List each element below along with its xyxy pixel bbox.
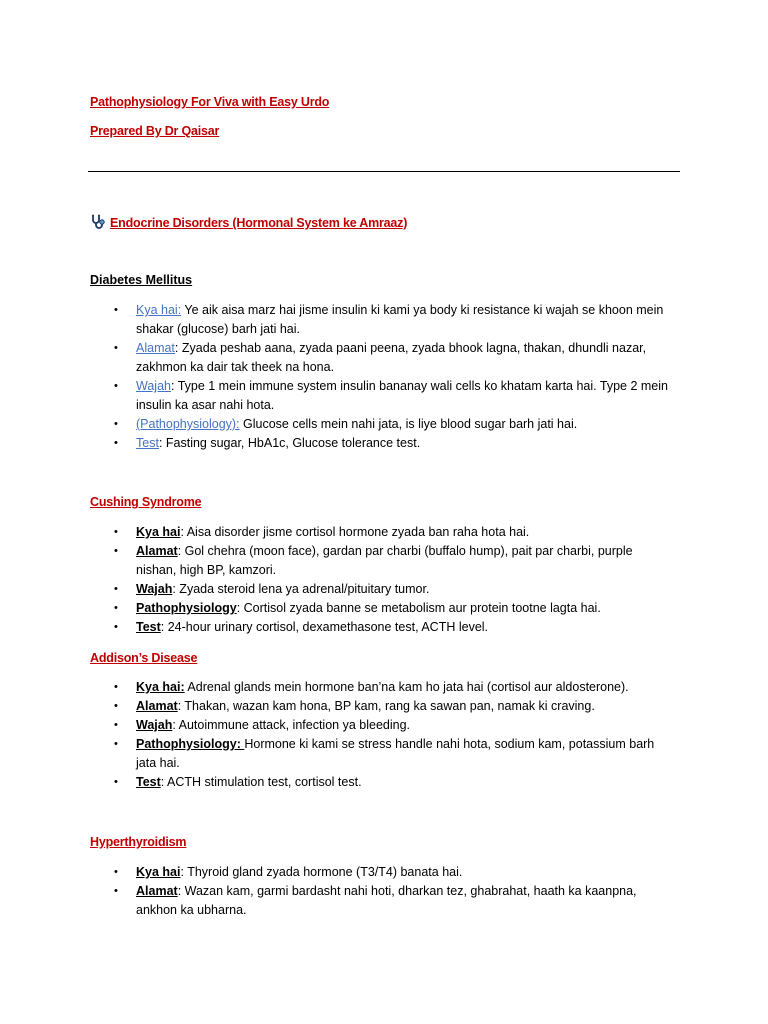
item-text-continued: ankhon ka ubharna. xyxy=(136,903,247,917)
item-label: Wajah xyxy=(136,718,173,732)
section-title-addison: Addison’s Disease xyxy=(90,651,198,665)
diabetes-list xyxy=(114,301,674,453)
list-item xyxy=(114,697,674,716)
list-item xyxy=(114,716,674,735)
item-text: Hormone ki kami se stress handle nahi hota, sodium kam, potassium barh xyxy=(244,737,655,751)
document-author: Prepared By Dr Qaisar xyxy=(90,124,220,138)
item-label: Kya hai: xyxy=(136,680,185,694)
item-label: Pathophysiology: xyxy=(136,737,245,751)
bullet-icon: • xyxy=(114,342,118,354)
item-text-continued: jata hai. xyxy=(136,756,180,770)
item-label: Kya hai xyxy=(136,865,181,879)
list-item xyxy=(114,301,674,339)
list-item xyxy=(114,523,674,542)
document-title: Pathophysiology For Viva with Easy Urdo xyxy=(90,95,330,109)
horizontal-rule xyxy=(88,171,680,172)
item-text: : Cortisol zyada banne se metabolism aur protein tootne lagta hai. xyxy=(236,601,601,615)
list-item xyxy=(114,377,674,415)
item-text: Ye aik aisa marz hai jisme insulin ki kami ya body ki resistance ki wajah se khoon mein xyxy=(181,303,664,317)
item-label: Alamat xyxy=(136,884,178,898)
bullet-icon: • xyxy=(114,866,118,878)
item-text: Glucose cells mein nahi jata, is liye blood sugar barh jati hai. xyxy=(239,417,578,431)
item-text-continued: insulin ka asar nahi hota. xyxy=(136,398,275,412)
list-item xyxy=(114,339,674,377)
list-item xyxy=(114,618,674,637)
bullet-icon: • xyxy=(114,437,118,449)
section-title-cushing: Cushing Syndrome xyxy=(90,495,202,509)
list-item xyxy=(114,735,674,773)
list-item xyxy=(114,415,674,434)
list-item xyxy=(114,542,674,580)
item-label: Alamat xyxy=(136,699,178,713)
bullet-icon: • xyxy=(114,545,118,557)
item-text: : Thakan, wazan kam hona, BP kam, rang ka sawan pan, namak ki craving. xyxy=(177,699,595,713)
item-text: : Zyada peshab aana, zyada paani peena, zyada bhook lagna, thakan, dhundli nazar, xyxy=(174,341,647,355)
item-label: Test xyxy=(136,436,159,450)
category-heading xyxy=(90,214,407,230)
bullet-icon: • xyxy=(114,700,118,712)
item-label: Kya hai xyxy=(136,525,181,539)
addison-list xyxy=(114,678,674,792)
list-item xyxy=(114,434,674,453)
bullet-icon: • xyxy=(114,719,118,731)
item-text-continued: zakhmon ka dair tak theek na hona. xyxy=(136,360,335,374)
item-text: : Fasting sugar, HbA1c, Glucose tolerance test. xyxy=(158,436,421,450)
list-item xyxy=(114,678,674,697)
cushing-list xyxy=(114,523,674,637)
item-label: Alamat xyxy=(136,544,178,558)
list-item xyxy=(114,580,674,599)
bullet-icon: • xyxy=(114,380,118,392)
bullet-icon: • xyxy=(114,583,118,595)
bullet-icon: • xyxy=(114,602,118,614)
item-label: Test xyxy=(136,620,161,634)
hyperthyroidism-list xyxy=(114,863,674,920)
bullet-icon: • xyxy=(114,418,118,430)
item-text: : 24-hour urinary cortisol, dexamethasone test, ACTH level. xyxy=(160,620,489,634)
item-label: Wajah xyxy=(136,582,173,596)
item-label: Pathophysiology xyxy=(136,601,237,615)
section-title-hyperthyroidism: Hyperthyroidism xyxy=(90,835,187,849)
bullet-icon: • xyxy=(114,738,118,750)
bullet-icon: • xyxy=(114,304,118,316)
item-text: : Type 1 mein immune system insulin bananay wali cells ko khatam karta hai. Type 2 mein xyxy=(170,379,668,393)
item-label: Kya hai: xyxy=(136,303,182,317)
item-text: Adrenal glands mein hormone ban’na kam ho jata hai (cortisol aur aldosterone). xyxy=(184,680,629,694)
item-text: : Thyroid gland zyada hormone (T3/T4) banata hai. xyxy=(180,865,463,879)
item-text: : Aisa disorder jisme cortisol hormone zyada ban raha hota hai. xyxy=(180,525,530,539)
list-item xyxy=(114,773,674,792)
item-label: Test xyxy=(136,775,161,789)
category-label: Endocrine Disorders (Hormonal System ke Amraaz) xyxy=(110,216,408,230)
item-text: : Gol chehra (moon face), gardan par charbi (buffalo hump), pait par charbi, purple xyxy=(177,544,633,558)
bullet-icon: • xyxy=(114,681,118,693)
item-text: : Zyada steroid lena ya adrenal/pituitary tumor. xyxy=(172,582,430,596)
list-item xyxy=(114,863,674,882)
bullet-icon: • xyxy=(114,526,118,538)
item-label: Alamat xyxy=(136,341,175,355)
item-text: : Autoimmune attack, infection ya bleeding. xyxy=(172,718,410,732)
bullet-icon: • xyxy=(114,621,118,633)
item-text: : ACTH stimulation test, cortisol test. xyxy=(160,775,362,789)
item-label: Wajah xyxy=(136,379,171,393)
section-title-diabetes: Diabetes Mellitus xyxy=(90,273,193,287)
stethoscope-icon xyxy=(90,214,106,230)
item-text: : Wazan kam, garmi bardasht nahi hoti, dharkan tez, ghabrahat, haath ka kaanpna, xyxy=(177,884,637,898)
item-text-continued: nishan, high BP, kamzori. xyxy=(136,563,277,577)
bullet-icon: • xyxy=(114,885,118,897)
item-label: (Pathophysiology): xyxy=(136,417,240,431)
item-text-continued: shakar (glucose) barh jati hai. xyxy=(136,322,300,336)
list-item xyxy=(114,599,674,618)
list-item xyxy=(114,882,674,920)
bullet-icon: • xyxy=(114,776,118,788)
